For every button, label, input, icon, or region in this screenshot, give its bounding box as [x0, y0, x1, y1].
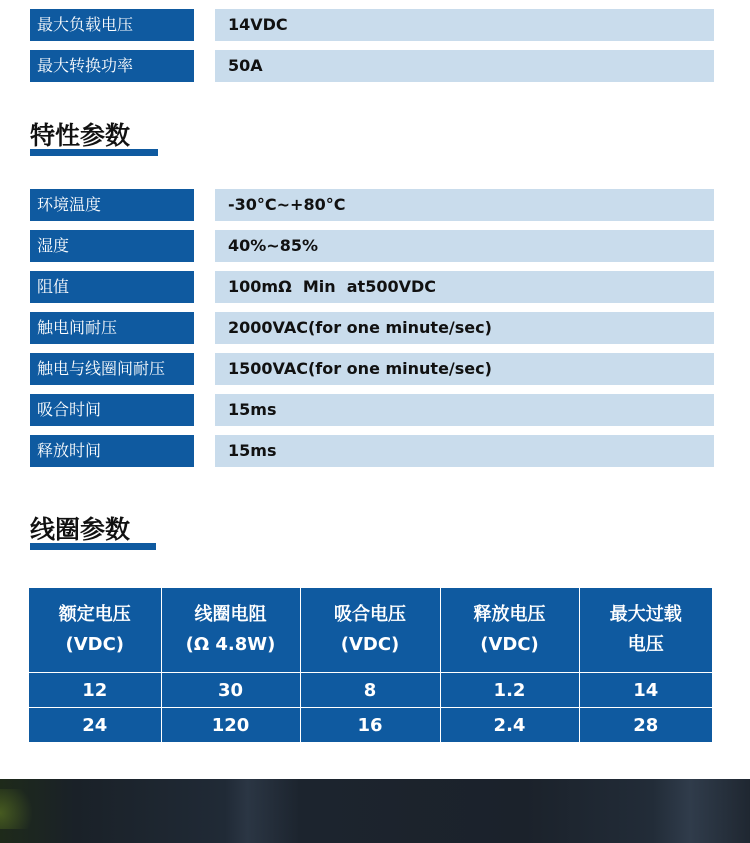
table-cell: 120 [161, 708, 300, 743]
characteristic-label: 触电与线圈间耐压 [30, 353, 194, 385]
table-cell: 2.4 [440, 708, 579, 743]
characteristic-row [30, 271, 714, 303]
coil-parameters-table [29, 588, 712, 742]
characteristic-row [30, 230, 714, 262]
header-line: 吸合电压 [334, 604, 406, 625]
spec-label: 最大负载电压 [30, 9, 194, 41]
characteristic-row [30, 312, 714, 344]
characteristics-heading [30, 118, 130, 158]
column-header-rated-voltage [29, 588, 161, 673]
characteristic-label: 阻值 [30, 271, 194, 303]
characteristic-value: 1500VAC(for one minute/sec) [215, 353, 714, 385]
table-cell: 8 [300, 673, 440, 708]
header-line: 线圈电阻 [194, 604, 267, 625]
table-cell: 24 [29, 708, 161, 743]
header-unit: (VDC) [340, 634, 400, 655]
characteristic-label: 释放时间 [30, 435, 194, 467]
table-row [29, 708, 712, 743]
coil-heading [30, 512, 130, 552]
characteristic-row [30, 394, 714, 426]
header-line: 释放电压 [473, 604, 546, 625]
characteristic-value: 2000VAC(for one minute/sec) [215, 312, 714, 344]
characteristic-value: 100mΩ Min at500VDC [215, 271, 714, 303]
spec-value: 14VDC [215, 9, 714, 41]
header-line: 最大过载 [609, 604, 682, 625]
spec-value: 50A [215, 50, 714, 82]
table-cell: 16 [300, 708, 440, 743]
header-line: 额定电压 [58, 604, 131, 625]
table-row [29, 673, 712, 708]
spec-row-max-load-voltage [30, 9, 714, 41]
characteristic-value: 15ms [215, 394, 714, 426]
characteristic-label: 湿度 [30, 230, 194, 262]
table-cell: 30 [161, 673, 300, 708]
spec-row-max-switching-power [30, 50, 714, 82]
characteristic-row [30, 435, 714, 467]
table-cell: 28 [579, 708, 712, 743]
characteristic-row [30, 353, 714, 385]
header-unit: (Ω 4.8W) [185, 634, 276, 655]
column-header-max-overload-voltage [579, 588, 712, 673]
column-header-pickup-voltage [300, 588, 440, 673]
characteristic-value: 15ms [215, 435, 714, 467]
characteristic-label: 环境温度 [30, 189, 194, 221]
spec-label: 最大转换功率 [30, 50, 194, 82]
column-header-coil-resistance [161, 588, 300, 673]
column-header-release-voltage [440, 588, 579, 673]
coil-heading-text: 线圈参数 [30, 515, 131, 544]
product-photo-strip [0, 779, 750, 843]
characteristic-label: 触电间耐压 [30, 312, 194, 344]
table-cell: 12 [29, 673, 161, 708]
characteristic-value: -30°C~+80°C [215, 189, 714, 221]
photo-highlight [0, 789, 40, 829]
characteristic-label: 吸合时间 [30, 394, 194, 426]
coil-table-header-row [29, 588, 712, 673]
table-cell: 1.2 [440, 673, 579, 708]
table-cell: 14 [579, 673, 712, 708]
header-unit: (VDC) [65, 634, 125, 655]
characteristic-row [30, 189, 714, 221]
characteristics-heading-text: 特性参数 [30, 121, 131, 150]
characteristic-value: 40%~85% [215, 230, 714, 262]
header-unit: (VDC) [480, 634, 539, 655]
header-unit: 电压 [627, 634, 664, 655]
